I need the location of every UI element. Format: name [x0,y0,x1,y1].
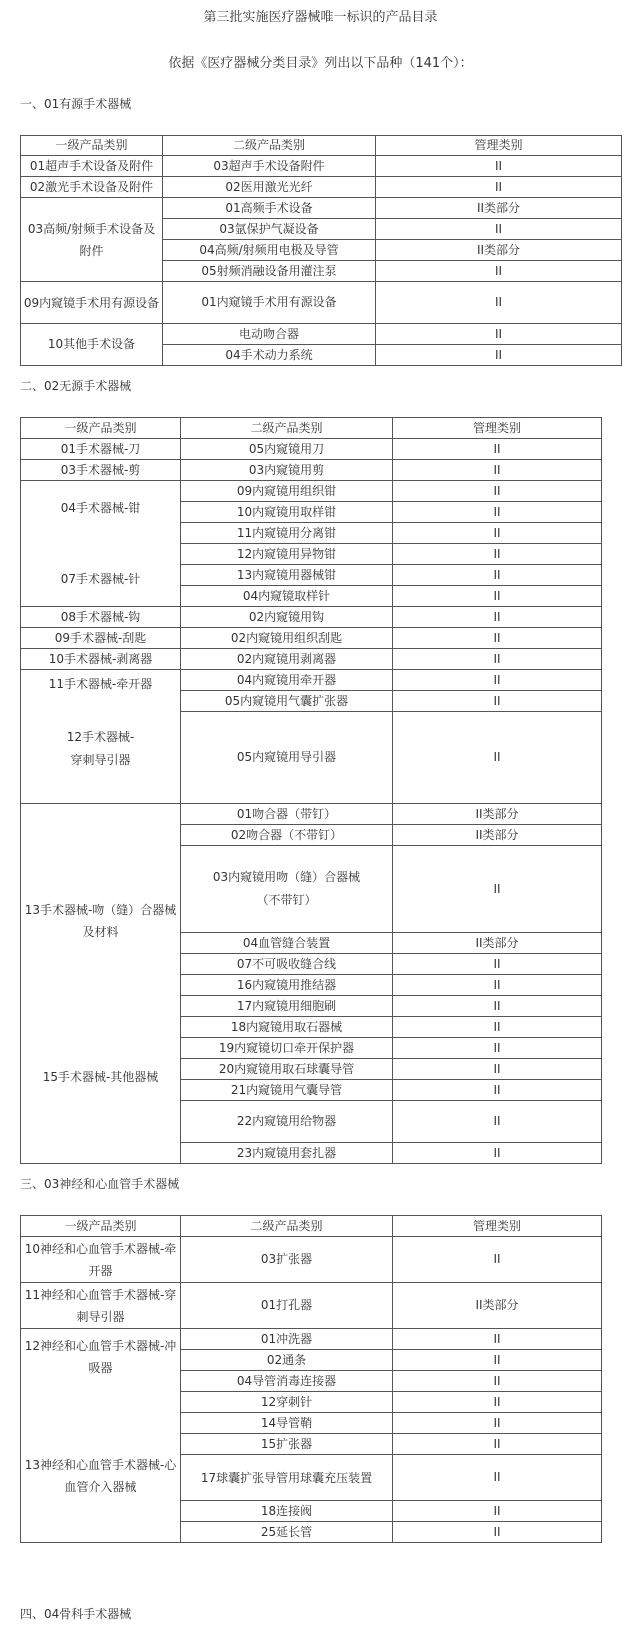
level2-cell: 10内窥镜用取样钳 [181,502,393,523]
level2-cell: 04内窥镜取样针 [181,586,393,607]
level2-cell: 17球囊扩张导管用球囊充压装置 [181,1455,393,1501]
page-title: 第三批实施医疗器械唯一标识的产品目录 [203,10,438,25]
table-row [21,1329,602,1350]
level2-cell: 03氩保护气凝设备 [163,219,376,240]
level1-text: 07手术器械-针 [60,571,141,586]
level2-cell: 04手术动力系统 [163,345,376,366]
table-section-02 [20,417,602,1164]
level2-cell: 01冲洗器 [181,1329,393,1350]
class-cell: II [393,1038,602,1059]
level2-cell: 04高频/射频用电极及导管 [163,240,376,261]
level1-text: 13手术器械-吻（缝）合器械及材料 [24,903,177,939]
level2-cell: 01高频手术设备 [163,198,376,219]
class-cell: II [393,460,602,481]
level1-cell: 01手术器械-刀 [21,439,181,460]
level2-cell: 04血管缝合装置 [181,933,393,954]
header-level1: 一级产品类别 [21,1216,181,1237]
class-cell: II [393,1392,602,1413]
level1-cell: 10手术器械-剥离器 [21,649,181,670]
level2-cell: 14导管鞘 [181,1413,393,1434]
class-cell: II [393,1143,602,1164]
class-cell: II [393,607,602,628]
class-cell: II [393,1413,602,1434]
class-cell: II类部分 [393,1283,602,1329]
class-cell: II [393,1455,602,1501]
level1-cell: 03手术器械-剪 [21,460,181,481]
level2-text: 03内窥镜用吻（缝）合器械 [212,870,361,884]
class-cell: II [393,1501,602,1522]
table-row [21,649,602,670]
level2-cell: 03超声手术设备附件 [163,156,376,177]
class-cell: II [393,1329,602,1350]
level2-cell: 17内窥镜用细胞刷 [181,996,393,1017]
class-cell: II [393,975,602,996]
header-level2: 二级产品类别 [163,136,376,156]
table-row [21,198,622,219]
level1-cell: 09手术器械-刮匙 [21,628,181,649]
class-cell: II类部分 [393,933,602,954]
header-level1: 一级产品类别 [21,136,163,156]
table-header-row [21,418,602,439]
level2-cell: 02吻合器（不带钉） [181,825,393,846]
level2-cell: 03内窥镜用剪 [181,460,393,481]
section-heading-02: 二、02无源手术器械 [20,379,132,393]
level2-cell: 02内窥镜用剥离器 [181,649,393,670]
table-header-row [21,1216,602,1237]
class-cell: II [393,481,602,502]
level2-cell: 25延长管 [181,1522,393,1543]
level2-cell: 04内窥镜用牵开器 [181,670,393,691]
level1-cell: 10神经和心血管手术器械-牵开器 [21,1237,181,1283]
level2-cell: 16内窥镜用推结器 [181,975,393,996]
section-heading-03: 三、03神经和心血管手术器械 [20,1177,180,1191]
class-cell: II类部分 [376,198,622,219]
class-cell: II [393,586,602,607]
level2-cell: 05内窥镜用刀 [181,439,393,460]
class-cell: II [393,1371,602,1392]
level1-cell: 09内窥镜手术用有源设备 [21,282,163,324]
class-cell: II [393,1059,602,1080]
level2-cell: 18内窥镜用取石器械 [181,1017,393,1038]
level2-cell: 04导管消毒连接器 [181,1371,393,1392]
table-row [21,481,602,502]
table-row [21,628,602,649]
table-row [21,324,622,345]
header-class: 管理类别 [393,418,602,439]
level2-cell: 03扩张器 [181,1237,393,1283]
level2-cell: 20内窥镜用取石球囊导管 [181,1059,393,1080]
class-cell: II [393,1101,602,1143]
level1-cell: 01超声手术设备及附件 [21,156,163,177]
class-cell: II [393,1350,602,1371]
level2-cell: 05内窥镜用导引器 [181,712,393,804]
class-cell: II [393,954,602,975]
level1-text: 12手术器械- [66,730,135,744]
table-row [21,607,602,628]
level2-cell: 19内窥镜切口牵开保护器 [181,1038,393,1059]
class-cell: II类部分 [393,825,602,846]
level1-text: 13神经和心血管手术器械-心血管介入器械 [24,1458,177,1494]
level1-cell [21,481,181,607]
class-cell: II [393,712,602,804]
level2-text: （不带钉） [256,893,317,907]
class-cell: II [393,1434,602,1455]
level1-cell [21,1329,181,1543]
table-row [21,177,622,198]
class-cell: II [393,439,602,460]
class-cell: II [393,649,602,670]
class-cell: II [393,1522,602,1543]
level1-text: 穿刺导引器 [70,753,131,767]
level2-cell: 13内窥镜用器械钳 [181,565,393,586]
class-cell: II [393,1080,602,1101]
class-cell: II [393,691,602,712]
level2-cell: 02通条 [181,1350,393,1371]
table-row [21,439,602,460]
level2-cell: 02内窥镜用组织刮匙 [181,628,393,649]
level1-cell [21,670,181,804]
class-cell: II [393,996,602,1017]
class-cell: II类部分 [393,804,602,825]
header-class: 管理类别 [376,136,622,156]
level1-cell: 03高频/射频手术设备及附件 [21,198,163,282]
level2-cell: 01内窥镜手术用有源设备 [163,282,376,324]
level2-cell: 11内窥镜用分离钳 [181,523,393,544]
class-cell: II [393,1237,602,1283]
level2-cell: 12内窥镜用异物钳 [181,544,393,565]
level2-cell [181,846,393,933]
class-cell: II [393,1017,602,1038]
table-section-03 [20,1215,602,1543]
table-row [21,1237,602,1283]
class-cell: II [376,219,622,240]
level1-text: 12神经和心血管手术器械-冲吸器 [24,1339,177,1375]
section-heading-01: 一、01有源手术器械 [20,97,132,111]
header-level2: 二级产品类别 [181,1216,393,1237]
level1-text: 11手术器械-牵开器 [48,677,153,691]
level2-cell: 23内窥镜用套扎器 [181,1143,393,1164]
level2-cell: 02医用激光光纤 [163,177,376,198]
level2-cell: 18连接阀 [181,1501,393,1522]
level2-cell: 12穿刺针 [181,1392,393,1413]
table-row [21,156,622,177]
level2-cell: 电动吻合器 [163,324,376,345]
table-row [21,670,602,691]
level1-text: 15手术器械-其他器械 [42,1070,159,1084]
page-subtitle: 依据《医疗器械分类目录》列出以下品种（141个）： [168,56,473,71]
table-row [21,282,622,324]
class-cell: II [393,846,602,933]
level2-cell: 07不可吸收缝合线 [181,954,393,975]
level2-cell: 15扩张器 [181,1434,393,1455]
header-level1: 一级产品类别 [21,418,181,439]
class-cell: II [376,282,622,324]
class-cell: II [376,156,622,177]
level2-cell: 02内窥镜用钩 [181,607,393,628]
header-level2: 二级产品类别 [181,418,393,439]
level2-cell: 09内窥镜用组织钳 [181,481,393,502]
level2-cell: 21内窥镜用气囊导管 [181,1080,393,1101]
level1-cell: 08手术器械-钩 [21,607,181,628]
level2-cell: 05射频消融设备用灌注泵 [163,261,376,282]
level1-cell: 11神经和心血管手术器械-穿刺导引器 [21,1283,181,1329]
class-cell: II [376,324,622,345]
level1-text: 04手术器械-钳 [60,500,141,515]
level1-cell: 10其他手术设备 [21,324,163,366]
class-cell: II [376,345,622,366]
level2-cell: 22内窥镜用给物器 [181,1101,393,1143]
class-cell: II类部分 [376,240,622,261]
table-row [21,460,602,481]
level2-cell: 01吻合器（带钉） [181,804,393,825]
section-heading-04: 四、04骨科手术器械 [20,1607,132,1621]
class-cell: II [393,544,602,565]
class-cell: II [376,177,622,198]
class-cell: II [393,565,602,586]
header-class: 管理类别 [393,1216,602,1237]
level2-cell: 01打孔器 [181,1283,393,1329]
level1-cell [21,804,181,1164]
level2-cell: 05内窥镜用气囊扩张器 [181,691,393,712]
class-cell: II [376,261,622,282]
class-cell: II [393,670,602,691]
table-row [21,804,602,825]
class-cell: II [393,628,602,649]
class-cell: II [393,523,602,544]
level1-cell: 02激光手术设备及附件 [21,177,163,198]
table-section-01 [20,135,622,366]
table-header-row [21,136,622,156]
table-row [21,1283,602,1329]
class-cell: II [393,502,602,523]
